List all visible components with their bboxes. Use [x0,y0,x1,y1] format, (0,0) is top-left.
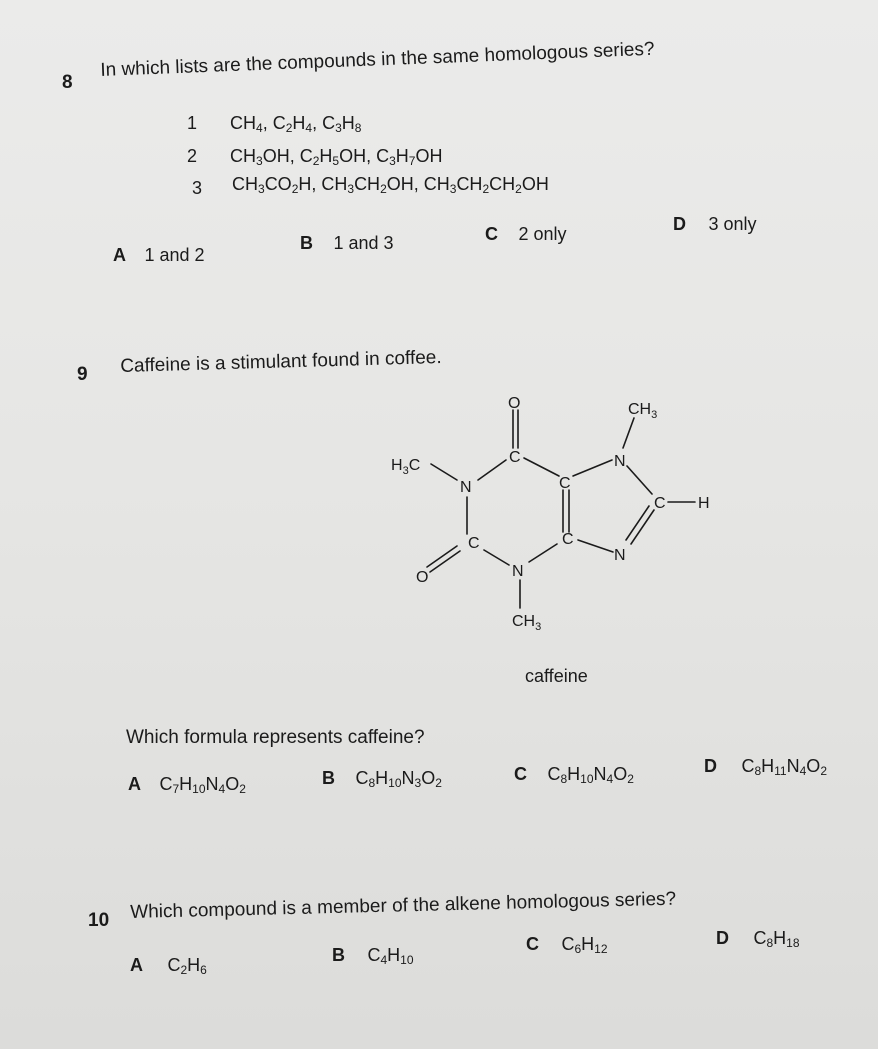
q8-option-d-text: 3 only [708,214,757,234]
q10-option-b-letter: B [332,945,345,965]
q8-number: 8 [62,72,73,93]
atom-c8: C [654,495,666,512]
atom-o-top: O [508,395,521,412]
bond-n1-c6 [478,460,506,480]
q8-option-c-text: 2 only [518,224,567,244]
q9-option-d[interactable] [704,756,827,777]
q8-option-b-text: 1 and 3 [333,233,394,253]
q8-item-2-number: 2 [187,146,198,166]
q8-question-text: In which lists are the compounds in the same homologous series? [100,38,655,81]
q10-option-b-formula: $C_4H_{10}$ [367,945,414,967]
q9-option-d-letter: D [704,756,717,776]
q10-option-b[interactable] [332,945,414,966]
q9-option-c-letter: C [514,764,527,784]
q8-option-b-letter: B [300,233,313,253]
bond-c5-n7 [573,460,612,476]
bond-c4-n9 [578,540,613,552]
atom-n1: N [460,479,472,496]
q10-option-c-formula: $C_6H_{12}$ [561,934,608,956]
q9-option-a-letter: A [128,774,141,794]
q10-option-a-formula: $C_2H_6$ [167,955,207,977]
q9-option-c-formula: $C_8H_{10}N_4O_2$ [547,764,634,786]
q9-prompt: Which formula represents caffeine? [126,727,425,748]
atom-c2: C [468,535,480,552]
atom-ch3-bottom: $CH_3$ [512,613,542,633]
q9-number: 9 [77,364,88,385]
q8-option-a-text: 1 and 2 [144,245,205,265]
atom-c-top: C [509,449,521,466]
q9-option-b-letter: B [322,768,335,788]
q9-question-text: Caffeine is a stimulant found in coffee. [120,347,442,377]
bond-c6-c5 [524,458,559,476]
q10-option-c[interactable] [526,934,608,955]
q8-option-a-letter: A [113,245,126,265]
structure-caption: caffeine [525,666,588,686]
q10-option-d-letter: D [716,928,729,948]
q9-option-a[interactable] [128,774,246,795]
q10-option-d[interactable] [716,928,800,949]
atom-n9: N [614,547,626,564]
atom-h8: H [698,495,710,512]
atom-ch3-top: $CH_3$ [628,401,658,421]
q9-option-b[interactable] [322,768,442,789]
q8-item-2-formula: $CH_3OH$, $C_2H_5OH$, $C_3H_7OH$ [230,146,443,168]
q10-option-d-formula: $C_8H_{18}$ [753,928,800,950]
q8-option-c-letter: C [485,224,498,244]
bond-h3c-n1 [431,464,457,480]
q9-option-c[interactable] [514,764,634,785]
bond-c4-n3 [529,544,557,562]
q10-option-a-letter: A [130,955,143,975]
atom-c-low: C [562,531,574,548]
q8-item-3-formula: $CH_3CO_2H$, $CH_3CH_2OH$, $CH_3CH_2CH_2OH$ [232,174,549,196]
bond-n7-ch3 [623,418,634,448]
atom-o-left: O [416,569,429,586]
q9-option-d-formula: $C_8H_{11}N_4O_2$ [741,756,827,778]
atom-n3: N [512,563,524,580]
bond-n3-c2 [484,550,509,565]
q9-option-b-formula: $C_8H_{10}N_3O_2$ [355,768,442,790]
atom-h3c: $H_3C$ [391,457,421,477]
q8-item-1-formula: $CH_4$, $C_2H_4$, $C_3H_8$ [230,113,362,135]
q10-number: 10 [88,910,110,931]
q10-question-text: Which compound is a member of the alkene homologous series? [130,888,677,923]
atom-c-mid: C [559,475,571,492]
q8-option-d-letter: D [673,214,686,234]
q9-option-a-formula: $C_7H_{10}N_4O_2$ [159,774,246,796]
q10-option-c-letter: C [526,934,539,954]
atom-n7: N [614,453,626,470]
q8-item-1-number: 1 [187,113,198,133]
q8-item-3-number: 3 [192,178,203,198]
bond-n7-c8 [627,466,652,494]
q10-option-a[interactable] [130,955,207,976]
